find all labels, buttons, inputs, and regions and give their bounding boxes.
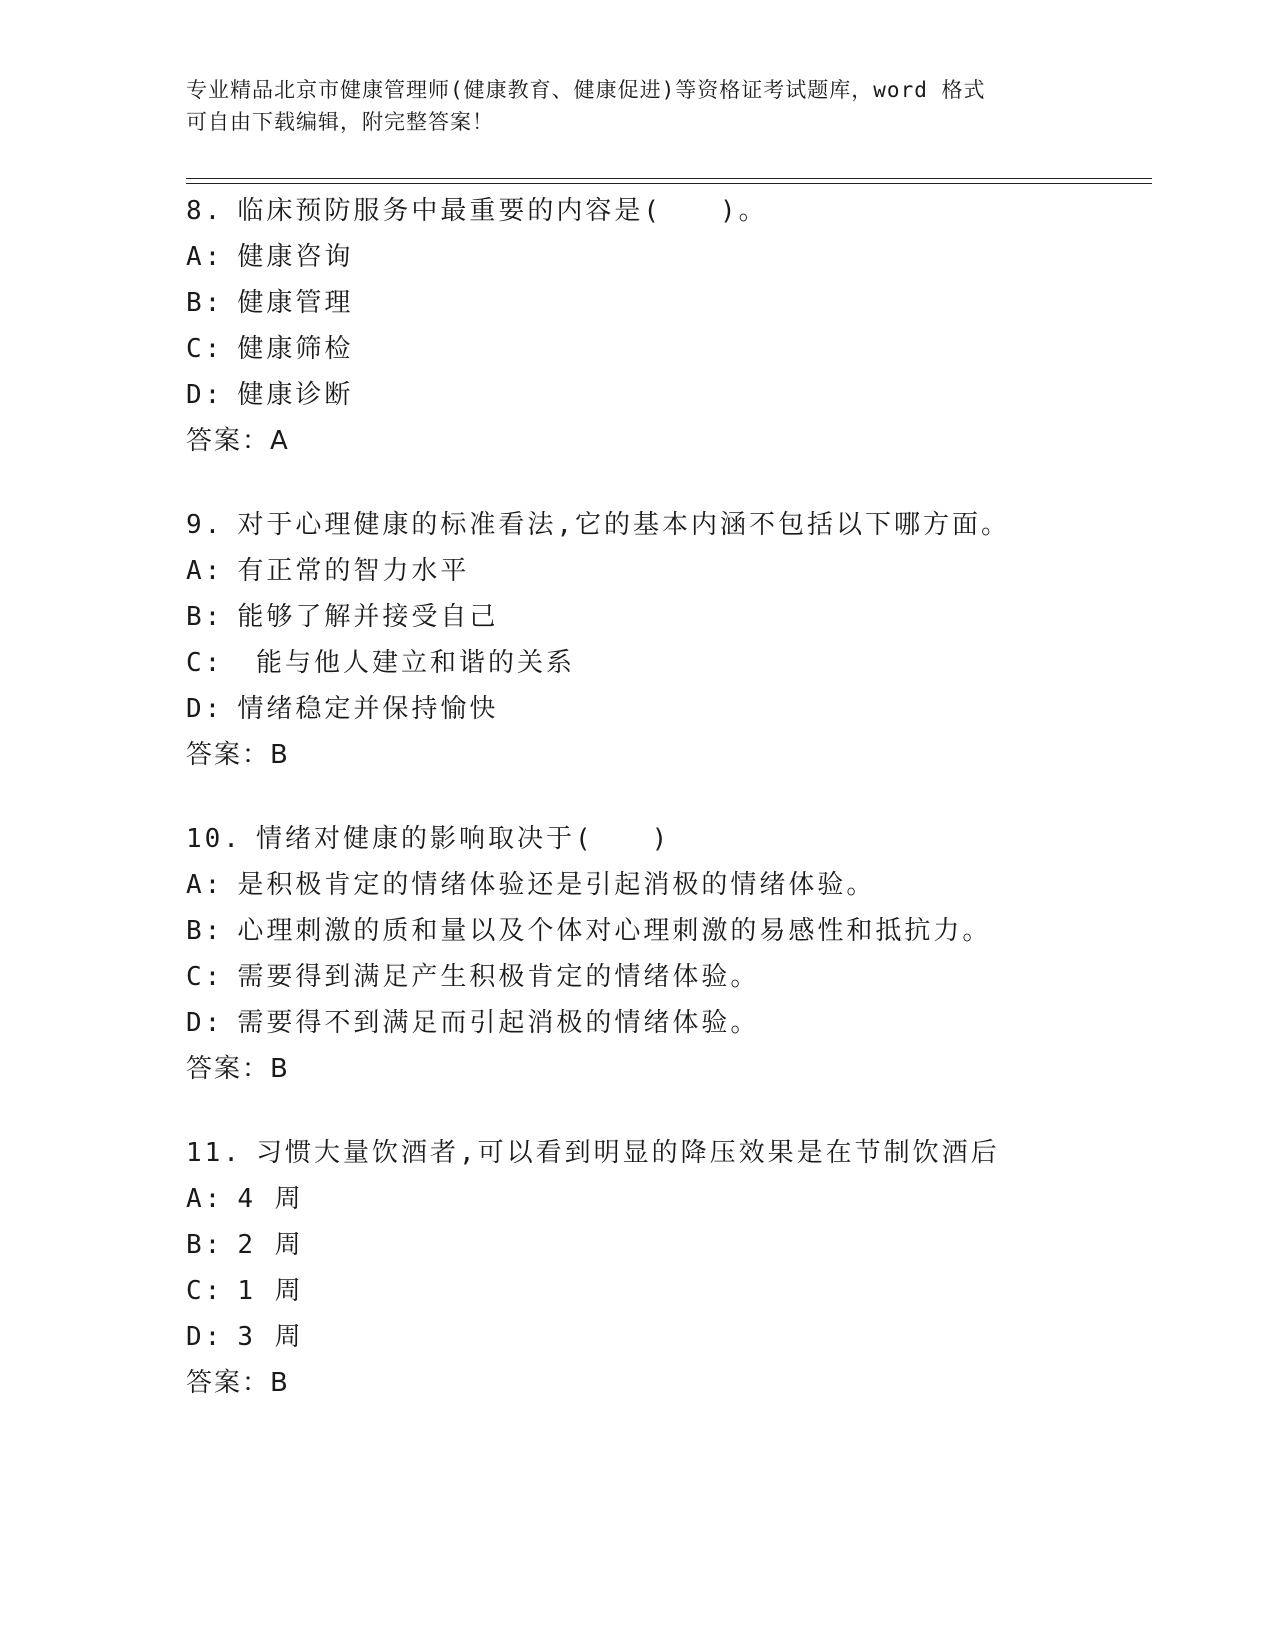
question-number: 11.	[186, 1138, 242, 1168]
question-list	[186, 188, 1166, 1444]
option-text: 情绪稳定并保持愉快	[237, 694, 499, 724]
question-text: 习惯大量饮酒者,可以看到明显的降压效果是在节制饮酒后	[255, 1138, 1000, 1168]
option-key: C:	[186, 1276, 224, 1306]
option-key: A:	[186, 556, 224, 586]
option-text: 心理刺激的质和量以及个体对心理刺激的易感性和抵抗力。	[237, 916, 992, 946]
option-text: 需要得到满足产生积极肯定的情绪体验。	[237, 962, 760, 992]
option-c	[186, 1268, 1166, 1314]
option-text: 健康诊断	[237, 380, 354, 410]
option-key: B:	[186, 1230, 224, 1260]
option-key: D:	[186, 694, 224, 724]
answer-value: A	[270, 426, 288, 456]
option-key: B:	[186, 916, 224, 946]
header-divider-bottom	[186, 183, 1152, 184]
option-c	[186, 326, 1166, 372]
option-text: 有正常的智力水平	[237, 556, 470, 586]
option-key: D:	[186, 1322, 224, 1352]
answer-label: 答案：	[186, 1054, 271, 1084]
question-title	[186, 188, 1166, 234]
option-d	[186, 372, 1166, 418]
question-number: 8.	[186, 196, 224, 226]
header-line-2: 可自由下载编辑，附完整答案！	[186, 110, 494, 134]
question-title	[186, 816, 1166, 862]
option-text: 1 周	[237, 1276, 304, 1306]
document-header	[186, 74, 1086, 138]
option-a	[186, 548, 1166, 594]
option-text: 4 周	[237, 1184, 304, 1214]
answer-value: B	[270, 1054, 288, 1084]
option-b	[186, 908, 1166, 954]
question-10	[186, 816, 1166, 1092]
question-8	[186, 188, 1166, 464]
option-b	[186, 594, 1166, 640]
answer-value: B	[270, 1368, 288, 1398]
option-text: 健康筛检	[237, 334, 354, 364]
option-key: D:	[186, 1008, 224, 1038]
header-line-1: 专业精品北京市健康管理师(健康教育、健康促进)等资格证考试题库，word 格式	[186, 78, 986, 102]
answer-label: 答案：	[186, 426, 271, 456]
option-d	[186, 1314, 1166, 1360]
option-key: B:	[186, 602, 224, 632]
option-b	[186, 280, 1166, 326]
question-text: 临床预防服务中最重要的内容是( )。	[237, 196, 768, 226]
answer-line	[186, 1360, 1166, 1406]
question-text: 情绪对健康的影响取决于( )	[255, 824, 671, 854]
option-text: 2 周	[237, 1230, 304, 1260]
option-key: C:	[186, 648, 224, 678]
answer-line	[186, 418, 1166, 464]
question-11	[186, 1130, 1166, 1406]
question-number: 9.	[186, 510, 224, 540]
option-c	[186, 640, 1166, 686]
option-d	[186, 1000, 1166, 1046]
option-text: 是积极肯定的情绪体验还是引起消极的情绪体验。	[237, 870, 876, 900]
option-text: 健康咨询	[237, 242, 354, 272]
answer-value: B	[270, 740, 288, 770]
option-a	[186, 862, 1166, 908]
answer-label: 答案：	[186, 1368, 271, 1398]
answer-line	[186, 1046, 1166, 1092]
option-text: 3 周	[237, 1322, 304, 1352]
option-b	[186, 1222, 1166, 1268]
question-number: 10.	[186, 824, 242, 854]
option-key: A:	[186, 870, 224, 900]
question-9	[186, 502, 1166, 778]
option-text: 健康管理	[237, 288, 354, 318]
option-key: A:	[186, 1184, 224, 1214]
option-key: A:	[186, 242, 224, 272]
option-d	[186, 686, 1166, 732]
answer-label: 答案：	[186, 740, 271, 770]
option-text: 需要得不到满足而引起消极的情绪体验。	[237, 1008, 760, 1038]
option-a	[186, 1176, 1166, 1222]
option-key: C:	[186, 962, 224, 992]
option-text: 能够了解并接受自己	[237, 602, 499, 632]
question-text: 对于心理健康的标准看法,它的基本内涵不包括以下哪方面。	[237, 510, 1010, 540]
option-c	[186, 954, 1166, 1000]
option-key: D:	[186, 380, 224, 410]
option-key: C:	[186, 334, 224, 364]
header-divider-top	[186, 178, 1152, 179]
option-key: B:	[186, 288, 224, 318]
question-title	[186, 502, 1166, 548]
answer-line	[186, 732, 1166, 778]
question-title	[186, 1130, 1166, 1176]
option-a	[186, 234, 1166, 280]
option-text: 能与他人建立和谐的关系	[237, 648, 575, 678]
